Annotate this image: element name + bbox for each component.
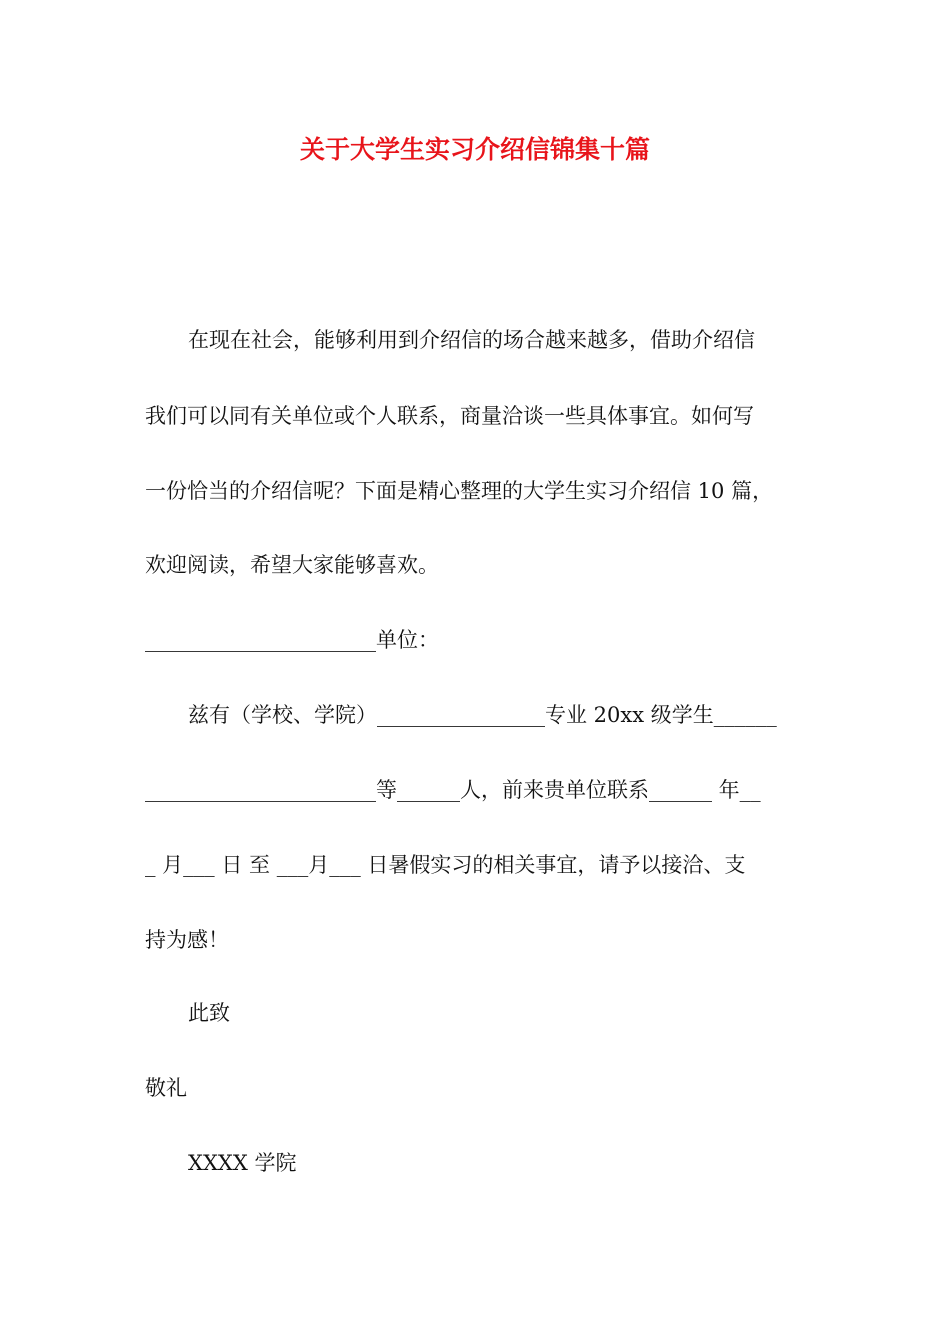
recipient-line: ______________________单位： bbox=[145, 628, 439, 652]
paragraph-line: 兹有（学校、学院）________________专业 20xx 级学生______ bbox=[188, 703, 777, 727]
paragraph-line: 持为感！ bbox=[145, 928, 229, 952]
signature-line: XXXX 学院 bbox=[188, 1151, 297, 1175]
paragraph-line: ______________________等______人，前来贵单位联系______ 年__ bbox=[145, 778, 761, 802]
paragraph-line: 在现在社会，能够利用到介绍信的场合越来越多，借助介绍信 bbox=[188, 328, 755, 352]
closing-line: 此致 bbox=[188, 1001, 230, 1025]
paragraph-line: 我们可以同有关单位或个人联系，商量洽谈一些具体事宜。如何写 bbox=[145, 404, 754, 428]
paragraph-line: _ 月___ 日 至 ___月___ 日暑假实习的相关事宜，请予以接洽、支 bbox=[145, 853, 746, 877]
salutation-line: 敬礼 bbox=[145, 1076, 187, 1100]
document-title: 关于大学生实习介绍信锦集十篇 bbox=[299, 135, 650, 164]
paragraph-line: 欢迎阅读，希望大家能够喜欢。 bbox=[145, 553, 439, 577]
paragraph-line: 一份恰当的介绍信呢？下面是精心整理的大学生实习介绍信 10 篇， bbox=[145, 479, 774, 503]
